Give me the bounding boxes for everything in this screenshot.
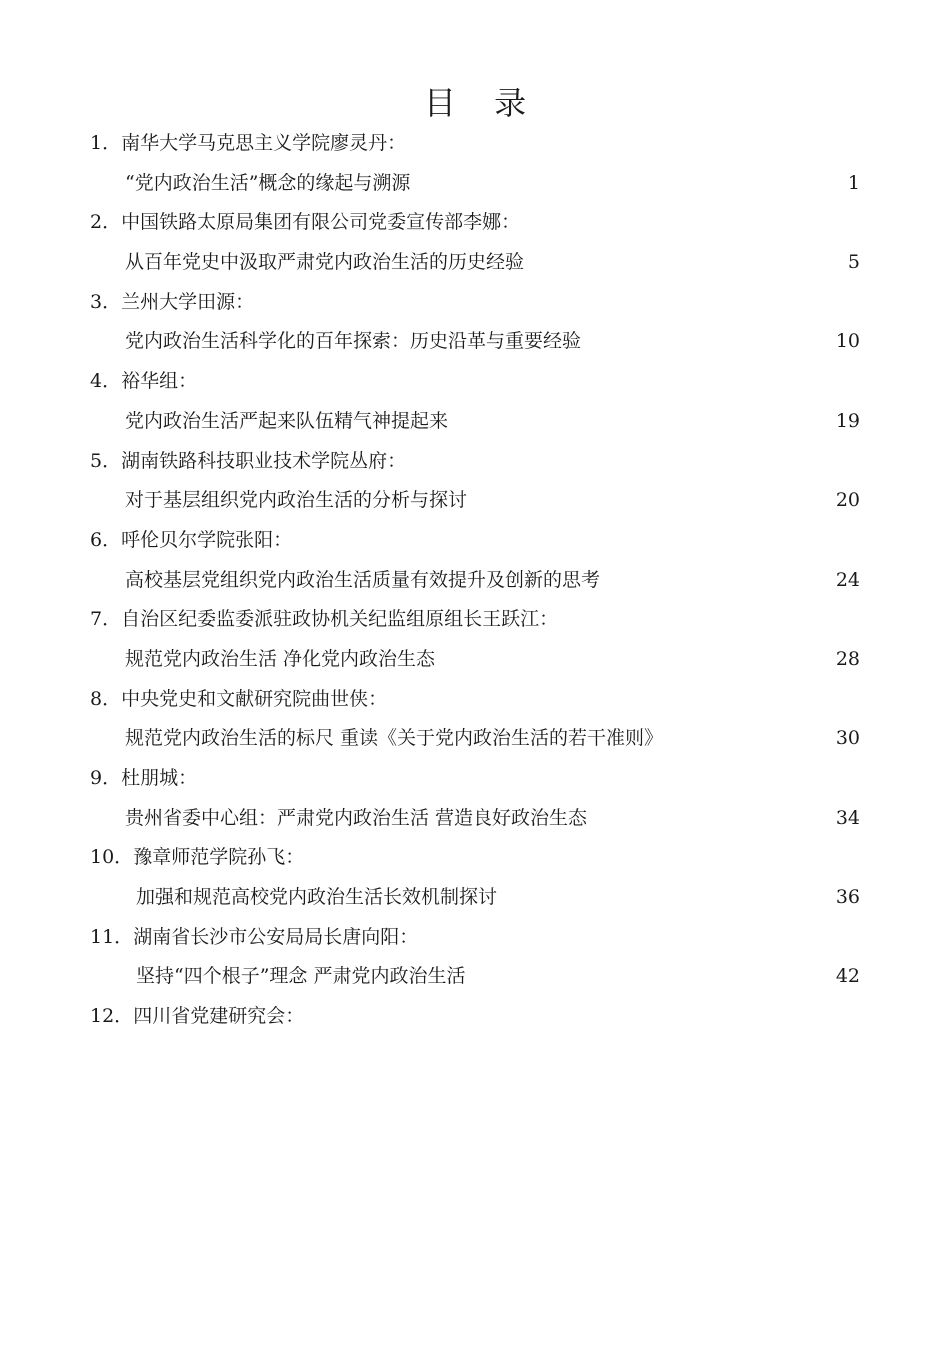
toc-entry-title: 高校基层党组织党内政治生活质量有效提升及创新的思考 bbox=[125, 568, 601, 591]
toc-entry-author-line bbox=[90, 124, 860, 164]
toc-entry-author: 自治区纪委监委派驻政协机关纪监组原组长王跃江： bbox=[121, 608, 559, 631]
toc-entry-number: 7． bbox=[90, 608, 122, 631]
toc-entry-page: 42 bbox=[835, 965, 860, 988]
toc-entry bbox=[90, 124, 860, 203]
toc-entry-author: 湖南铁路科技职业技术学院丛府： bbox=[121, 449, 407, 472]
toc-entry bbox=[90, 442, 860, 521]
page-title: 目 录 bbox=[423, 84, 541, 122]
toc-entry-title: 党内政治生活严起来队伍精气神提起来 bbox=[125, 409, 449, 432]
toc-entry-author: 湖南省长沙市公安局局长唐向阳： bbox=[133, 925, 419, 948]
toc-entry-author: 南华大学马克思主义学院廖灵丹： bbox=[121, 132, 407, 154]
toc-entry-title-line[interactable] bbox=[90, 640, 860, 680]
toc-entry bbox=[90, 680, 860, 759]
toc-entry-page: 34 bbox=[835, 806, 860, 829]
toc-entry-author: 裕华组： bbox=[121, 370, 198, 393]
toc-entry-author: 四川省党建研究会： bbox=[133, 1005, 305, 1028]
toc-entry-author-line bbox=[90, 203, 860, 243]
toc-entry-page: 20 bbox=[835, 489, 860, 512]
table-of-contents bbox=[90, 124, 860, 1037]
toc-entry-number: 9． bbox=[90, 767, 122, 789]
toc-entry-page: 1 bbox=[847, 171, 860, 194]
toc-entry-title: “党内政治生活”概念的缘起与溯源 bbox=[125, 171, 411, 194]
toc-entry-author: 杜朋城： bbox=[121, 767, 198, 789]
toc-entry bbox=[90, 283, 860, 362]
toc-entry-title: 对于基层组织党内政治生活的分析与探讨 bbox=[125, 489, 468, 512]
toc-entry-title-line[interactable] bbox=[90, 878, 860, 918]
toc-entry-page: 5 bbox=[847, 251, 860, 274]
toc-entry bbox=[90, 362, 860, 441]
toc-entry-title-line[interactable] bbox=[90, 561, 860, 601]
toc-entry-title: 坚持“四个根子”理念 严肃党内政治生活 bbox=[136, 965, 466, 988]
toc-entry-author-line bbox=[90, 283, 860, 323]
toc-entry-number: 2． bbox=[90, 211, 122, 234]
toc-entry-page: 19 bbox=[835, 409, 860, 432]
toc-entry-title: 加强和规范高校党内政治生活长效机制探讨 bbox=[136, 886, 498, 909]
toc-entry bbox=[90, 203, 860, 282]
toc-entry-title-line[interactable] bbox=[90, 799, 860, 839]
toc-entry-number: 11． bbox=[90, 925, 134, 948]
toc-entry-author-line bbox=[90, 759, 860, 799]
toc-entry-author-line bbox=[90, 600, 860, 640]
toc-entry-title-line[interactable] bbox=[90, 402, 860, 442]
toc-entry-author-line bbox=[90, 442, 860, 482]
toc-entry-title-line[interactable] bbox=[90, 322, 860, 362]
toc-entry-page: 36 bbox=[835, 886, 860, 909]
toc-entry-page: 30 bbox=[835, 727, 860, 750]
toc-entry-number: 10． bbox=[90, 846, 134, 869]
toc-entry-number: 12． bbox=[90, 1005, 134, 1028]
toc-entry-title-line[interactable] bbox=[90, 243, 860, 283]
toc-entry-author-line bbox=[90, 997, 860, 1037]
toc-entry-author-line bbox=[90, 918, 860, 958]
toc-entry-author: 兰州大学田源： bbox=[121, 290, 255, 313]
toc-entry-author-line bbox=[90, 521, 860, 561]
toc-entry-number: 1． bbox=[90, 132, 122, 154]
toc-entry-author: 豫章师范学院孙飞： bbox=[133, 846, 305, 869]
toc-entry-number: 6． bbox=[90, 528, 122, 551]
toc-entry-title: 规范党内政治生活的标尺 重读《关于党内政治生活的若干准则》 bbox=[125, 727, 664, 750]
toc-entry-title-line[interactable] bbox=[90, 719, 860, 759]
toc-entry-title-line[interactable] bbox=[90, 481, 860, 521]
toc-entry-number: 3． bbox=[90, 290, 122, 313]
toc-entry bbox=[90, 759, 860, 838]
toc-entry-author-line bbox=[90, 680, 860, 720]
toc-entry bbox=[90, 997, 860, 1037]
toc-entry-number: 4． bbox=[90, 370, 122, 393]
toc-entry-title-line[interactable] bbox=[90, 957, 860, 997]
toc-entry bbox=[90, 838, 860, 917]
toc-entry-number: 5． bbox=[90, 449, 122, 472]
toc-entry-author-line bbox=[90, 838, 860, 878]
toc-entry-author: 中国铁路太原局集团有限公司党委宣传部李娜： bbox=[121, 211, 521, 234]
toc-entry bbox=[90, 918, 860, 997]
toc-entry-author: 呼伦贝尔学院张阳： bbox=[121, 528, 293, 551]
toc-entry-title: 党内政治生活科学化的百年探索：历史沿革与重要经验 bbox=[125, 330, 582, 353]
toc-entry-page: 24 bbox=[835, 568, 860, 591]
toc-entry-title: 贵州省委中心组：严肃党内政治生活 营造良好政治生态 bbox=[125, 806, 588, 829]
toc-entry-page: 28 bbox=[835, 647, 860, 670]
toc-entry bbox=[90, 521, 860, 600]
toc-entry-title: 规范党内政治生活 净化党内政治生态 bbox=[125, 647, 436, 670]
toc-entry-title: 从百年党史中汲取严肃党内政治生活的历史经验 bbox=[125, 251, 525, 274]
toc-entry-author: 中央党史和文献研究院曲世侠： bbox=[121, 687, 388, 710]
toc-entry bbox=[90, 600, 860, 679]
toc-entry-number: 8． bbox=[90, 687, 122, 710]
toc-entry-title-line[interactable] bbox=[90, 164, 860, 204]
toc-entry-page: 10 bbox=[835, 330, 860, 353]
toc-entry-author-line bbox=[90, 362, 860, 402]
